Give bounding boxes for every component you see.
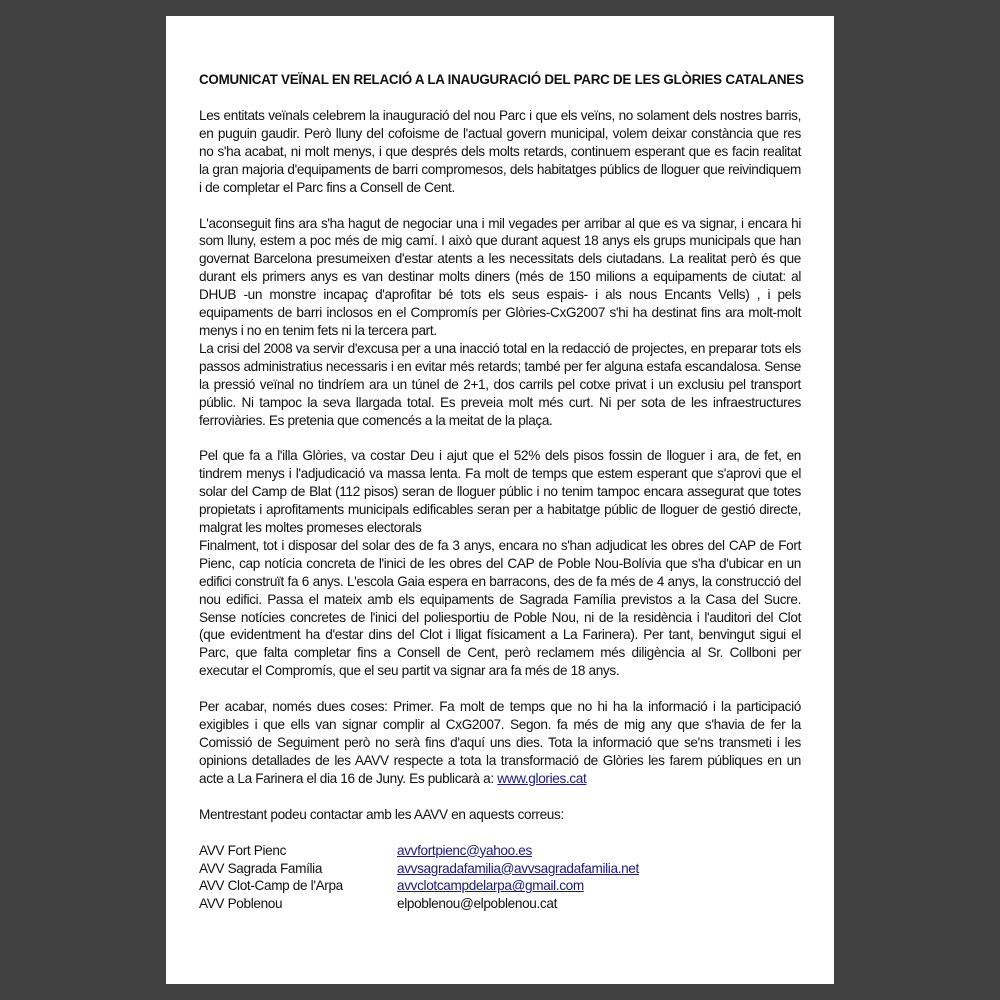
paragraph-7: Mentrestant podeu contactar amb les AAVV en aquests correus: xyxy=(199,806,564,822)
contact-email-link[interactable]: avvclotcampdelarpa@gmail.com xyxy=(397,878,584,894)
paragraph-5: Finalment, tot i disposar del solar des de fa 3 anys, encara no s'han adjudicat les obres del CAP de Fort Pienc, cap notícia concreta de l'inici de les obres del CAP de Poble Nou-Bolívia que s'ha d'ubicar en un edifici construït fa 6 anys. L'escola Gaia espera en barracons, des de fa més de 4 anys, la construcció del nou edifici. Passa el mateix amb els equipaments de Sagrada Família previstos a la Casa del Sucre. Sense notícies concretes de l'inici del poliesportiu de Poble Nou, ni de la residència i l'auditori del Clot (que evidentment ha d'estar dins del Clot i lligat físicament a La Farinera). Per tant, benvingut sigui el Parc, que falta completar fins a Consell de Cent, però reclamem més diligència al Sr. Collboni per executar el Compromís, que el seu partit va signar ara fa més de 18 anys. xyxy=(199,537,801,679)
contact-list xyxy=(199,842,801,914)
contact-email-link[interactable]: avvfortpienc@yahoo.es xyxy=(397,842,532,858)
contact-email-link[interactable]: avvsagradafamilia@avvsagradafamilia.net xyxy=(397,860,639,876)
contact-email-text: elpoblenou@elpoblenou.cat xyxy=(397,896,558,912)
paragraph-6 xyxy=(199,698,801,788)
document-page xyxy=(166,16,834,984)
paragraph-2: L'aconseguit fins ara s'ha hagut de negociar una i mil vegades per arribar al que es va signar, i encara hi som lluny, estem a poc més de mig camí. I això que durant aquest 18 anys els grups municipals que han governat Barcelona presumeixen d'estar atents a les necessitats dels ciutadans. La realitat però és que durant els primers anys es van destinar molts diners (més de 150 milions a equipaments de ciutat: al DHUB -un monstre incapaç d'aprofitar bé tots els seus espais- i als nous Encants Vells) , i pels equipaments de barri inclosos en el Compromís per Glòries-CxG2007 s'hi ha destinat fins ara molt-molt menys i no en tenim fets ni la tercera part. xyxy=(199,215,801,338)
contact-row xyxy=(199,860,801,878)
contact-row xyxy=(199,895,801,913)
document-title: COMUNICAT VEÏNAL EN RELACIÓ A LA INAUGURACIÓ DEL PARC DE LES GLÒRIES CATALANES xyxy=(199,72,804,87)
website-link[interactable]: www.glories.cat xyxy=(497,770,587,786)
paragraph-4: Pel que fa a l'illa Glòries, va costar Deu i ajut que el 52% dels pisos fossin de lloguer i ara, de fet, en tindrem menys i l'adjudicació va massa lenta. Fa molt de temps que estem esperant que s'aprovi que el solar del Camp de Blat (112 pisos) seran de lloguer públic i no tenim tampoc encara assegurat que totes propietats i aprofitaments municipals edificables seran per a habitatge públic de lloguer de gestió directe, malgrat les moltes promeses electorals xyxy=(199,448,801,536)
contact-name: AVV Sagrada Família xyxy=(199,860,323,876)
paragraph-3: La crisi del 2008 va servir d'excusa per a una inacció total en la redacció de projectes, en preparar tots els passos administratius necessaris i en evitar més retards; també per fer alguna estafa escandalosa. Sense la pressió veïnal no tindríem ara un túnel de 2+1, dos carrils pel cotxe privat i un exclusiu pel transport públic. Ni tampoc la seva llargada total. Es preveia molt més curt. Ni per sota de les infraestructures ferroviàries. Es pretenia que comencés a la meitat de la plaça. xyxy=(199,340,801,428)
contact-name: AVV Clot-Camp de l'Arpa xyxy=(199,878,343,894)
contact-name: AVV Fort Pienc xyxy=(199,842,287,858)
contact-row xyxy=(199,842,801,860)
paragraph-1: Les entitats veïnals celebrem la inauguració del nou Parc i que els veïns, no solament dels nostres barris, en puguin gaudir. Però lluny del cofoisme de l'actual govern municipal, volem deixar constància que res no s'ha acabat, ni molt menys, i que després dels molts retards, continuem esperant que es facin realitat la gran majoria d'equipaments de barri compromesos, dels habitatges públics de lloguer que reivindiquem i de completar el Parc fins a Consell de Cent. xyxy=(199,108,801,195)
contact-row xyxy=(199,877,801,895)
paragraph-6-text: Per acabar, només dues coses: Primer. Fa molt de temps que no hi ha la informació i la participació exigibles i que ells van signar complir al CxG2007. Segon. fa més de mig any que s'havia de fer la Comissió de Seguiment però no serà fins d'aquí uns dies. Tota la informació que se'ns transmeti i les opinions detallades de les AAVV respecte a tota la transformació de Glòries les farem públiques en un acte a La Farinera el dia 16 de Juny. Es publicarà a: xyxy=(199,699,801,786)
contact-name: AVV Poblenou xyxy=(199,896,283,912)
